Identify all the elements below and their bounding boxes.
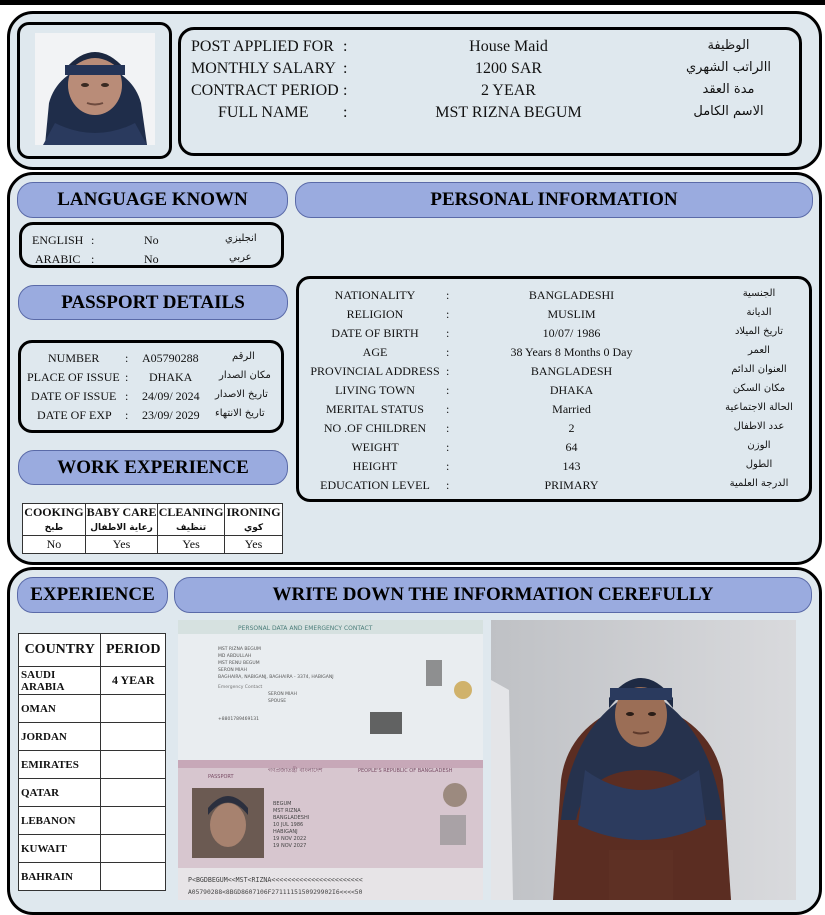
field-value: MST RIZNA BEGUM [435,104,582,121]
top-border [0,0,825,5]
experience-heading: EXPERIENCE [17,577,168,613]
work-col-ar: رعاية الاطفال [90,522,153,533]
scan-bio-line: BEGUM [273,801,292,807]
field-label: CONTRACT PERIOD [191,82,339,99]
separator: : [125,370,129,384]
period-cell [101,695,166,723]
separator: : [91,252,95,266]
language-label: ENGLISH [32,233,84,247]
field-value: 2 YEAR [481,82,536,99]
personal-label-ar: العنوان الدائم [731,364,787,375]
scan-mrz-line: P<BGDBEGUM<<MST<RIZNA<<<<<<<<<<<<<<<<<<<<<<< [188,876,363,884]
personal-label-ar: الوزن [747,440,771,451]
scan-bio-line: MST RIZNA [273,808,301,814]
full-body-photo [491,620,796,900]
personal-value: MUSLIM [547,307,596,321]
passport-details-heading: PASSPORT DETAILS [18,285,288,320]
personal-label: NO .OF CHILDREN [323,421,427,435]
separator: : [91,233,95,247]
passport-label: DATE OF ISSUE [31,389,117,403]
work-experience-table [22,503,283,554]
experience-row [19,695,166,723]
personal-label-ar: الدرجة العلمية [729,478,789,489]
country-header: COUNTRY [19,634,101,667]
field-value: House Maid [469,38,548,55]
passport-scan-image [178,620,483,900]
scan-phone: +8801789469131 [218,717,259,722]
work-col-header [225,504,283,536]
country-cell: BAHRAIN [19,863,101,891]
passport-label-ar: مكان الصدار [219,370,271,381]
scan-bio-line: HABIGANJ [273,829,298,835]
notice-heading: WRITE DOWN THE INFORMATION CEREFULLY [174,577,812,613]
separator: : [446,459,450,473]
field-label-ar: الوظيفة [707,38,750,53]
personal-value: PRIMARY [544,478,599,492]
personal-label: LIVING TOWN [335,383,415,397]
personal-label-ar: تاريخ الميلاد [734,326,784,337]
separator: : [125,389,129,403]
language-value: No [144,233,159,247]
language-label: ARABIC [35,252,81,266]
work-col-en: COOKING [24,504,84,519]
experience-row [19,667,166,695]
passport-value: 24/09/ 2024 [142,389,200,403]
passport-label-ar: تاريخ الاصدار [215,389,268,400]
period-cell [101,751,166,779]
separator: : [446,326,450,340]
separator: : [446,421,450,435]
passport-label: NUMBER [48,351,100,365]
personal-info-box [296,276,812,502]
field-label: FULL NAME [218,104,309,121]
personal-label: MERITAL STATUS [326,402,424,416]
experience-row [19,779,166,807]
scan-bangla-header: গণপ্রজাতন্ত্রী বাংলাদেশ [268,767,323,774]
personal-label-ar: الحالة الاجتماعية [725,402,793,413]
scan-country-header: PEOPLE'S REPUBLIC OF BANGLADESH [358,768,453,774]
personal-label-ar: الطول [745,459,773,470]
passport-label: PLACE OF ISSUE [27,370,120,384]
language-label-ar: عربي [229,252,252,263]
country-cell: JORDAN [19,723,101,751]
separator: : [446,402,450,416]
scan-relationship: SPOUSE [268,699,287,704]
separator: : [343,104,348,121]
work-value: Yes [225,536,283,554]
scan-mrz-line: A05790288<8BGD8607106F2711115150929902I6<<<<50 [188,889,363,896]
work-col-header [23,504,86,536]
work-col-ar: كوي [243,522,264,533]
personal-label-ar: مكان السكن [732,383,786,394]
scan-line: BAGHAIRA, NABIGANJ, BAGHAIRA - 3374, HABIGANJ [218,675,334,680]
period-cell [101,835,166,863]
scan-bio-line: 19 NOV 2027 [273,843,307,849]
work-col-header [85,504,157,536]
personal-label: EDUCATION LEVEL [320,478,430,492]
personal-label-ar: العمر [748,345,770,356]
personal-label: WEIGHT [351,440,399,454]
personal-label-ar: عدد الاطفال [733,421,785,432]
work-col-ar: طبخ [44,522,64,533]
experience-row [19,835,166,863]
scan-bio-line: BANGLADESHI [273,815,310,821]
separator: : [446,383,450,397]
work-experience-heading: WORK EXPERIENCE [18,450,288,485]
field-label-ar: الاسم الكامل [693,104,764,119]
period-cell [101,723,166,751]
separator: : [446,288,450,302]
personal-label-ar: الديانة [746,307,772,318]
country-cell: OMAN [19,695,101,723]
language-box [19,222,284,268]
personal-label: NATIONALITY [334,288,416,302]
language-value: No [144,252,159,266]
personal-value: 143 [562,459,581,473]
work-col-en: IRONING [226,504,281,519]
passport-label-ar: الرقم [232,351,255,362]
personal-value: BANGLADESH [530,364,613,378]
personal-value: 38 Years 8 Months 0 Day [510,345,633,359]
field-label-ar: مدة العقد [702,82,755,97]
personal-value: Married [552,402,591,416]
period-cell: 4 YEAR [101,667,166,695]
personal-label: PROVINCIAL ADDRESS [310,364,440,378]
period-cell [101,779,166,807]
passport-value: DHAKA [149,370,193,384]
scan-line: MST RENU BEGUM [218,661,260,666]
separator: : [343,60,348,77]
language-known-heading: LANGUAGE KNOWN [17,182,288,218]
country-cell: EMIRATES [19,751,101,779]
separator: : [125,408,129,422]
field-value: 1200 SAR [474,60,543,77]
field-label: POST APPLIED FOR [191,38,334,55]
field-label-ar: االراتب الشهري [686,60,771,75]
scan-section-title: PERSONAL DATA AND EMERGENCY CONTACT [238,625,373,632]
passport-value: 23/09/ 2029 [142,408,200,422]
passport-box [18,340,284,433]
field-label: MONTHLY SALARY [191,60,336,77]
country-cell: LEBANON [19,807,101,835]
personal-label-ar: الجنسية [742,288,776,299]
scan-line: MST RIZNA BEGUM [218,647,261,652]
personal-value: 2 [568,421,575,435]
scan-bio-line: 10 JUL 1986 [273,822,304,828]
work-value: Yes [158,536,225,554]
work-value: No [23,536,86,554]
personal-value: 10/07/ 1986 [542,326,601,340]
experience-row [19,863,166,891]
country-cell: KUWAIT [19,835,101,863]
scan-line: SERON MIAH [218,668,247,673]
language-label-ar: انجليزي [225,233,257,244]
separator: : [125,351,129,365]
passport-label-ar: تاريخ الانتهاء [215,408,265,419]
experience-row [19,751,166,779]
separator: : [343,38,348,55]
work-value: Yes [85,536,157,554]
separator: : [343,82,348,99]
personal-information-heading: PERSONAL INFORMATION [295,182,813,218]
experience-row [19,807,166,835]
country-cell: QATAR [19,779,101,807]
passport-label: DATE OF EXP [37,408,112,422]
country-experience-table [18,633,166,891]
separator: : [446,478,450,492]
work-col-header [158,504,225,536]
separator: : [446,364,450,378]
country-cell: SAUDI ARABIA [19,667,101,695]
personal-value: BANGLADESHI [528,288,615,302]
personal-label: RELIGION [346,307,404,321]
scan-contact-name: SERON MIAH [268,692,297,697]
experience-row [19,723,166,751]
scan-contact-label: Emergency Contact [218,685,263,690]
personal-value: 64 [565,440,578,454]
period-cell [101,863,166,891]
work-col-en: BABY CARE [86,504,157,519]
scan-passport-word: PASSPORT [208,774,234,780]
personal-label: AGE [362,345,388,359]
scan-line: MD ABDULLAH [218,654,252,659]
personal-label: HEIGHT [352,459,398,473]
separator: : [446,345,450,359]
period-cell [101,807,166,835]
separator: : [446,440,450,454]
work-col-ar: تنظيف [175,522,207,533]
profile-photo [35,33,155,145]
personal-value: DHAKA [549,383,594,397]
work-col-en: CLEANING [158,504,224,519]
personal-label: DATE OF BIRTH [331,326,419,340]
period-header: PERIOD [101,634,166,667]
passport-value: A05790288 [142,351,199,365]
job-info-box [178,27,802,156]
scan-bio-line: 19 NOV 2022 [273,836,307,842]
separator: : [446,307,450,321]
